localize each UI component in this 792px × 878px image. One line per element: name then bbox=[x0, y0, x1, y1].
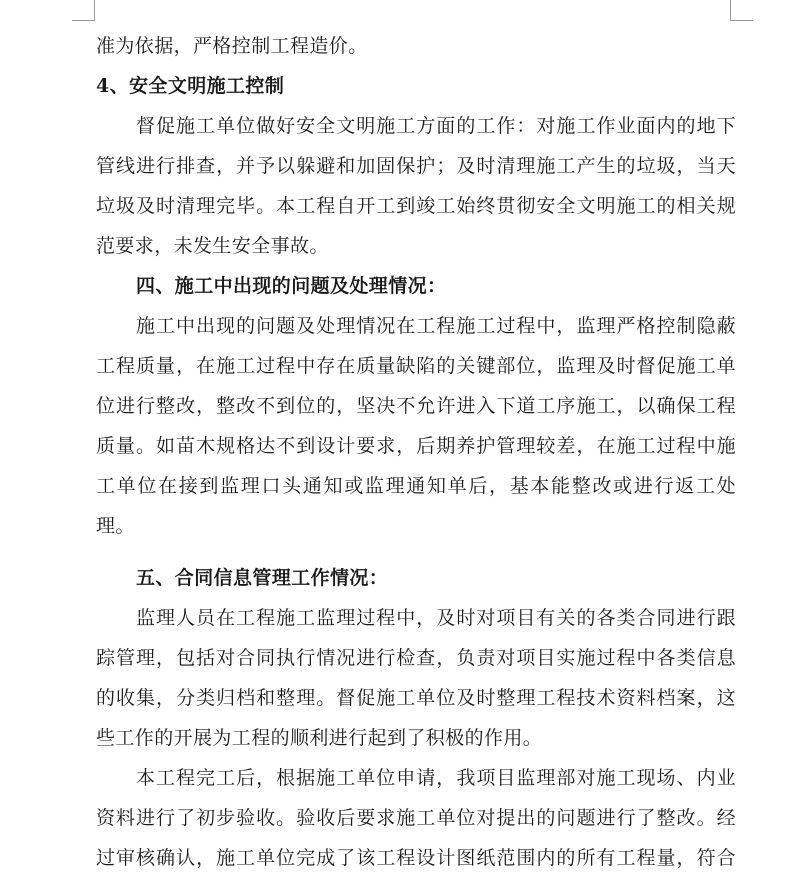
text-line: 些工作的开展为工程的顺利进行起到了积极的作用。 bbox=[96, 727, 543, 749]
text-line: 资料进行了初步验收。验收后要求施工单位对提出的问题进行了整改。经 bbox=[96, 807, 736, 829]
margin-corner-mark-left bbox=[72, 0, 95, 21]
text-line: 监理人员在工程施工监理过程中，及时对项目有关的各类合同进行跟 bbox=[136, 607, 736, 629]
body-paragraph bbox=[96, 26, 736, 66]
text-line: 本工程完工后，根据施工单位申请，我项目监理部对施工现场、内业 bbox=[136, 767, 736, 789]
text-line: 过审核确认，施工单位完成了该工程设计图纸范围内的所有工程量，符合 bbox=[96, 847, 736, 869]
text-line: 垃圾及时清理完毕。本工程自开工到竣工始终贯彻安全文明施工的相关规 bbox=[96, 195, 736, 217]
text-line: 质量。如苗木规格达不到设计要求，后期养护管理较差，在施工过程中施 bbox=[96, 435, 736, 457]
text-line: 工单位在接到监理口头通知或监理通知单后，基本能整改或进行返工处 bbox=[96, 475, 736, 497]
text-line: 工程质量，在施工过程中存在质量缺陷的关键部位，监理及时督促施工单 bbox=[96, 355, 736, 377]
section-heading: 五、合同信息管理工作情况： bbox=[136, 567, 389, 589]
text-line: 的收集，分类归档和整理。督促施工单位及时整理工程技术资料档案，这 bbox=[96, 687, 736, 709]
text-line: 督促施工单位做好安全文明施工方面的工作：对施工作业面内的地下 bbox=[136, 115, 736, 137]
text-line: 位进行整改，整改不到位的，坚决不允许进入下道工序施工，以确保工程 bbox=[96, 395, 736, 417]
body-paragraph bbox=[96, 306, 736, 546]
margin-corner-mark-right bbox=[730, 0, 753, 21]
paragraph-spacer bbox=[96, 546, 736, 558]
subsection-heading: 4、安全文明施工控制 bbox=[96, 75, 285, 97]
section-heading: 四、施工中出现的问题及处理情况： bbox=[136, 275, 447, 297]
text-line: 管线进行排查，并予以躲避和加固保护；及时清理施工产生的垃圾，当天 bbox=[96, 155, 736, 177]
text-line: 理。 bbox=[96, 515, 135, 537]
body-paragraph bbox=[96, 758, 736, 878]
body-paragraph bbox=[96, 106, 736, 266]
text-line: 踪管理，包括对合同执行情况进行检查，负责对项目实施过程中各类信息 bbox=[96, 647, 736, 669]
document-body bbox=[96, 26, 736, 878]
body-paragraph bbox=[96, 598, 736, 758]
text-line: 范要求，未发生安全事故。 bbox=[96, 235, 329, 257]
text-line: 施工中出现的问题及处理情况在工程施工过程中，监理严格控制隐蔽 bbox=[136, 315, 736, 337]
text-line: 准为依据，严格控制工程造价。 bbox=[96, 35, 368, 57]
